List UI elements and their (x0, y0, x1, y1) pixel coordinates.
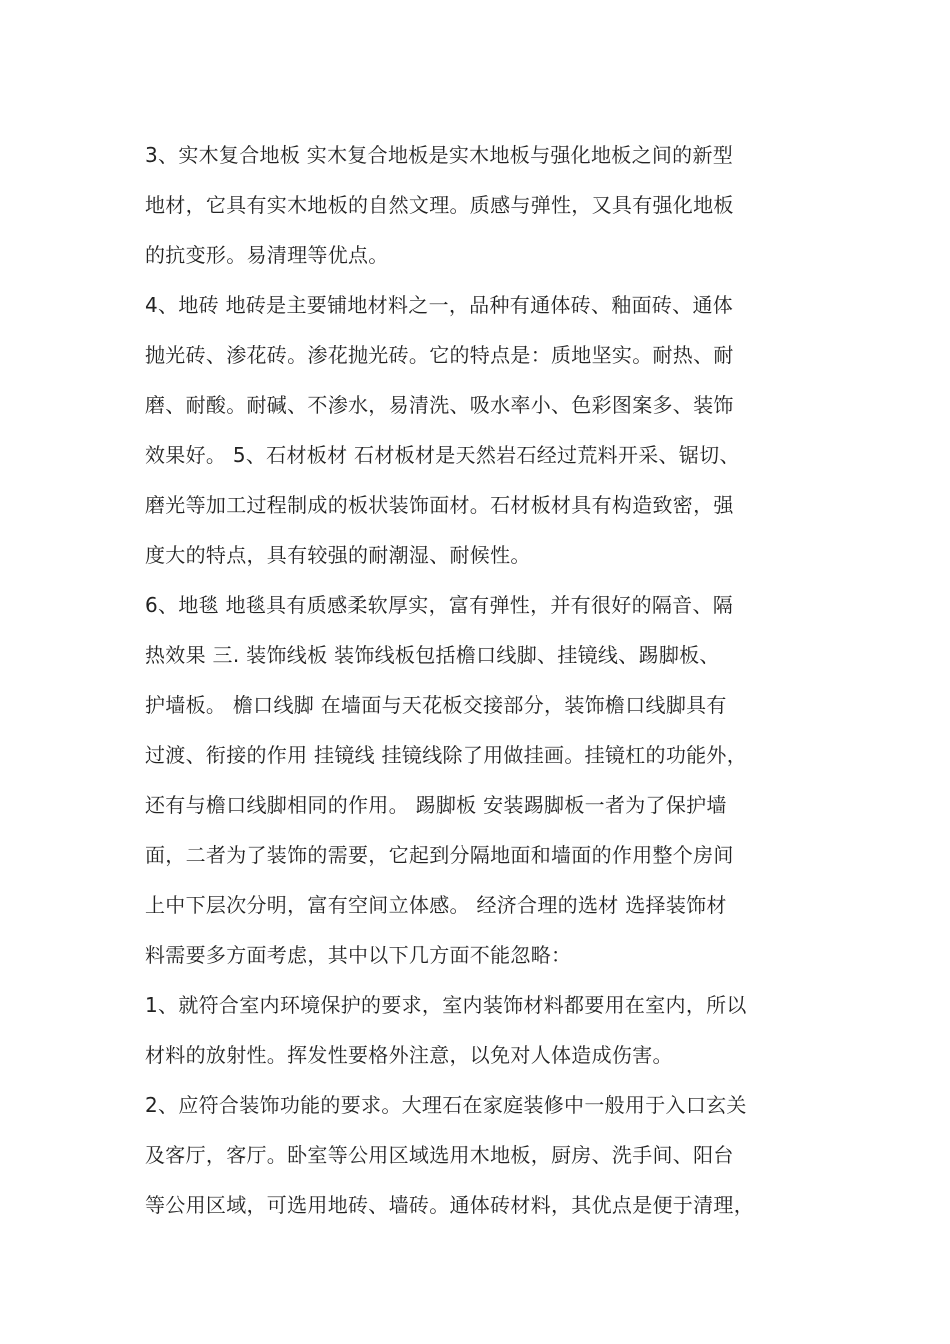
text-line: 地材，它具有实木地板的自然文理。质感与弹性，又具有强化地板 (145, 193, 734, 217)
text-line: 的抗变形。易清理等优点。 (145, 243, 389, 267)
text-line: 还有与檐口线脚相同的作用。 踢脚板 安装踢脚板一者为了保护墙 (145, 793, 727, 817)
text-line: 3、实木复合地板 实木复合地板是实木地板与强化地板之间的新型 (145, 143, 734, 167)
text-line: 材料的放射性。挥发性要格外注意，以免对人体造成伤害。 (145, 1043, 673, 1067)
text-line: 抛光砖、渗花砖。渗花抛光砖。它的特点是：质地坚实。耐热、耐 (145, 343, 734, 367)
text-line: 效果好。 5、石材板材 石材板材是天然岩石经过荒料开采、锯切、 (145, 443, 740, 467)
text-line: 过渡、衔接的作用 挂镜线 挂镜线除了用做挂画。挂镜杠的功能外， (145, 743, 748, 767)
text-line: 磨光等加工过程制成的板状装饰面材。石材板材具有构造致密，强 (145, 493, 734, 517)
text-line: 及客厅，客厅。卧室等公用区域选用木地板，厨房、洗手间、阳台 (145, 1143, 734, 1167)
text-line: 等公用区域，可选用地砖、墙砖。通体砖材料，其优点是便于清理， (145, 1193, 754, 1217)
text-line: 上中下层次分明，富有空间立体感。 经济合理的选材 选择装饰材 (145, 893, 727, 917)
text-line: 料需要多方面考虑，其中以下几方面不能忽略： (145, 943, 572, 967)
text-line: 护墙板。 檐口线脚 在墙面与天花板交接部分，装饰檐口线脚具有 (145, 693, 727, 717)
text-line: 6、地毯 地毯具有质感柔软厚实，富有弹性，并有很好的隔音、隔 (145, 593, 734, 617)
text-line: 4、地砖 地砖是主要铺地材料之一，品种有通体砖、釉面砖、通体 (145, 293, 734, 317)
text-line: 面，二者为了装饰的需要，它起到分隔地面和墙面的作用整个房间 (145, 843, 734, 867)
body-text (145, 130, 810, 1230)
text-line: 2、应符合装饰功能的要求。大理石在家庭装修中一般用于入口玄关 (145, 1093, 747, 1117)
text-line: 度大的特点，具有较强的耐潮湿、耐候性。 (145, 543, 531, 567)
text-line: 磨、耐酸。耐碱、不渗水，易清洗、吸水率小、色彩图案多、装饰 (145, 393, 734, 417)
text-line: 1、就符合室内环境保护的要求，室内装饰材料都要用在室内，所以 (145, 993, 747, 1017)
text-line: 热效果 三. 装饰线板 装饰线板包括檐口线脚、挂镜线、踢脚板、 (145, 643, 720, 667)
